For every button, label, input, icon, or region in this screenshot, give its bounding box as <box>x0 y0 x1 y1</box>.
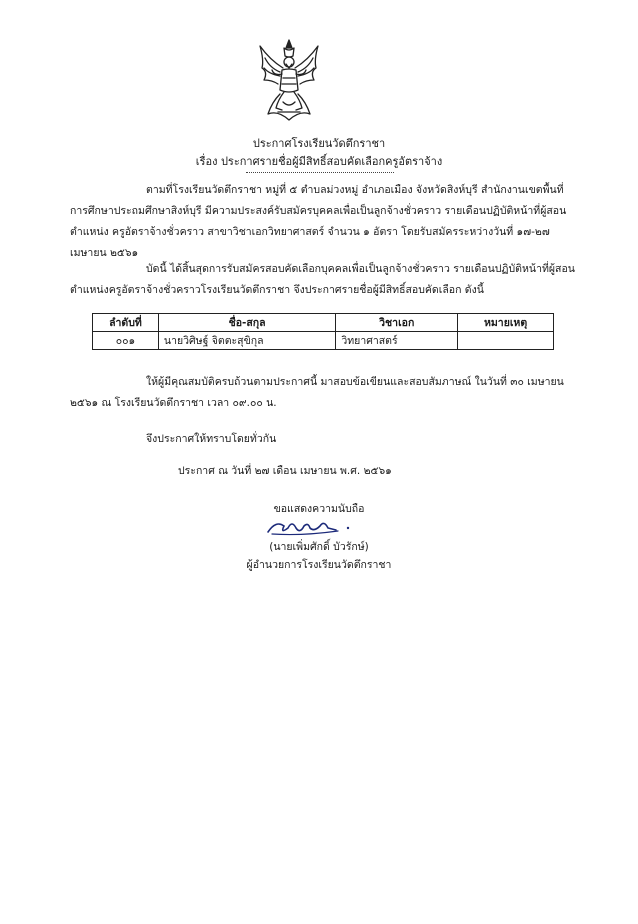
paragraph-intro <box>70 180 578 264</box>
paragraph-line: บัดนี้ ได้สิ้นสุดการรับสมัครสอบคัดเลือกบุคคลเพื่อเป็นลูกจ้างชั่วคราว รายเดือนปฏิบัติหน้าที่ผู้สอน <box>146 263 575 275</box>
header-remark: หมายเหตุ <box>458 314 554 332</box>
paragraph-line: ตามที่โรงเรียนวัดตึกราชา หมู่ที่ ๕ ตำบลม่วงหมู่ อำเภอเมือง จังหวัดสิงห์บุรี สำนักงานเขตพื้นที่ <box>146 184 564 196</box>
divider-dotted <box>246 172 394 173</box>
table-row <box>93 332 554 350</box>
regards-text: ขอแสดงความนับถือ <box>273 503 365 515</box>
header-major: วิชาเอก <box>336 314 458 332</box>
paragraph-exam <box>70 372 578 414</box>
paragraph-line: ตำแหน่งครูอัตราจ้างชั่วคราวโรงเรียนวัดตึกราชา จึงประกาศรายชื่อผู้มีสิทธิ์สอบคัดเลือก ดังนี้ <box>70 284 484 296</box>
paragraph-line: ๒๕๖๑ ณ โรงเรียนวัดตึกราชา เวลา ๐๙.๐๐ น. <box>70 397 277 409</box>
cell-order: ๐๐๑ <box>93 332 159 350</box>
cell-major: วิทยาศาสตร์ <box>336 332 458 350</box>
date-line: ประกาศ ณ วันที่ ๒๗ เดือน เมษายน พ.ศ. ๒๕๖๑ <box>178 465 392 477</box>
announcement-title: ประกาศโรงเรียนวัดตึกราชา <box>252 137 386 150</box>
garuda-emblem-icon <box>256 38 322 122</box>
table-header-row <box>93 314 554 332</box>
paragraph-line: เมษายน ๒๕๖๑ <box>70 247 139 259</box>
candidate-table <box>92 313 554 350</box>
paragraph-line: ให้ผู้มีคุณสมบัติครบถ้วนตามประกาศนี้ มาสอบข้อเขียนและสอบสัมภาษณ์ ในวันที่ ๓๐ เมษายน <box>146 376 564 388</box>
cell-name: นายวิศิษฐ์ จิตตะสุขิกุล <box>158 332 335 350</box>
header-order: ลำดับที่ <box>93 314 159 332</box>
signature-image <box>262 514 354 540</box>
announcement-subject: เรื่อง ประกาศรายชื่อผู้มีสิทธิ์สอบคัดเลือกครูอัตราจ้าง <box>195 155 443 168</box>
header-name: ชื่อ-สกุล <box>158 314 335 332</box>
announce-text: จึงประกาศให้ทราบโดยทั่วกัน <box>146 433 277 445</box>
signer-position: ผู้อำนวยการโรงเรียนวัดตึกราชา <box>246 559 392 571</box>
cell-remark <box>458 332 554 350</box>
paragraph-line: การศึกษาประถมศึกษาสิงห์บุรี มีความประสงค์รับสมัครบุคคลเพื่อเป็นลูกจ้างชั่วคราว รายเดือนปฏิบัติหน้าที่ผู้สอน <box>70 205 567 217</box>
paragraph-line: ตำแหน่ง ครูอัตราจ้างชั่วคราว สาขาวิชาเอกวิทยาศาสตร์ จำนวน ๑ อัตรา โดยรับสมัครระหว่างวันที่ ๑๗-๒๗ <box>70 226 550 238</box>
paragraph-result <box>70 259 578 301</box>
signer-name: (นายเพิ่มศักดิ์ บัวรักษ์) <box>269 541 369 553</box>
